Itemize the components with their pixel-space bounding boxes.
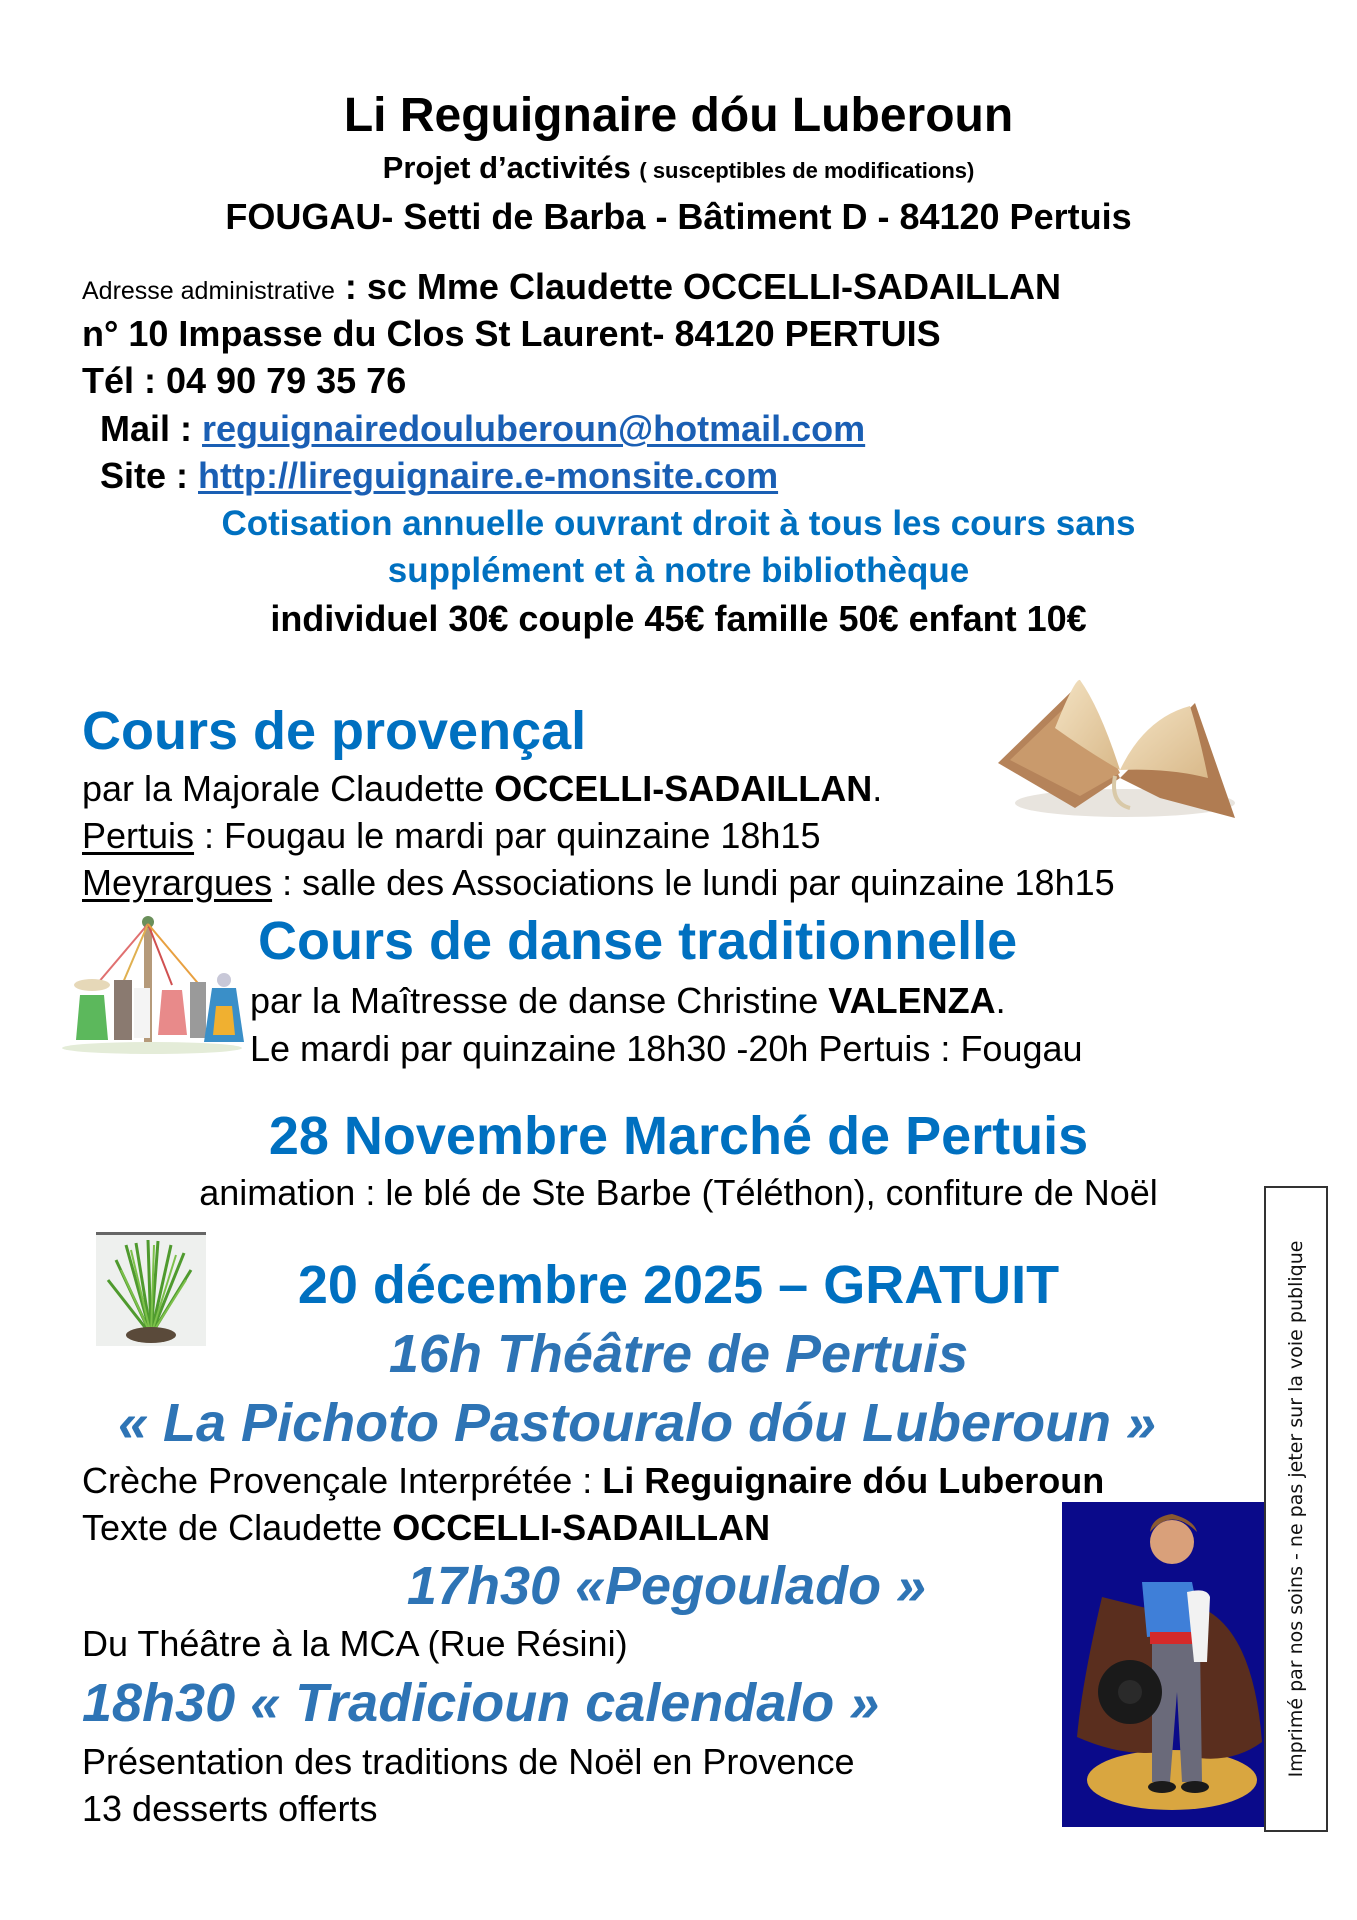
page-subtitle — [0, 150, 1357, 186]
creche-line — [82, 1460, 1104, 1502]
december-heading: 20 décembre 2025 – GRATUIT — [297, 1255, 1060, 1315]
pegoulado-route: Du Théâtre à la MCA (Rue Résini) — [82, 1623, 628, 1664]
play-title: « La Pichoto Pastouralo dóu Luberoun » — [118, 1393, 1157, 1453]
address-contact: : sc Mme Claudette OCCELLI-SADAILLAN — [334, 266, 1061, 307]
membership-prices: individuel 30€ couple 45€ famille 50€ enfant 10€ — [270, 598, 1087, 639]
provencal-location-meyrargues — [82, 862, 1115, 904]
dance-heading: Cours de danse traditionnelle — [258, 911, 1018, 971]
provencal-heading: Cours de provençal — [82, 701, 587, 761]
location-detail: : salle des Associations le lundi par quinzaine 18h15 — [272, 862, 1115, 903]
address-label: Adresse administrative — [82, 277, 335, 305]
author-name: OCCELLI-SADAILLAN — [392, 1507, 771, 1548]
open-book-image — [980, 668, 1250, 828]
subtitle-note: ( susceptibles de modifications) — [639, 158, 975, 183]
admin-address-line1 — [82, 266, 1061, 308]
dance-schedule: Le mardi par quinzaine 18h30 -20h Pertuis : Fougau — [250, 1028, 1083, 1069]
location-name: Meyrargues — [82, 862, 273, 903]
dance-teacher — [250, 980, 1006, 1022]
venue-line: FOUGAU- Setti de Barba - Bâtiment D - 84120 Pertuis — [225, 196, 1132, 237]
location-name: Pertuis — [82, 815, 195, 856]
page-title: Li Reguignaire dóu Luberoun — [343, 89, 1014, 142]
teacher-prefix: par la Maîtresse de danse Christine — [250, 980, 829, 1021]
phone-line: Tél : 04 90 79 35 76 — [82, 360, 407, 401]
mail-line — [100, 408, 865, 450]
theatre-time-heading: 16h Théâtre de Pertuis — [388, 1324, 969, 1384]
teacher-prefix: par la Majorale Claudette — [82, 768, 495, 809]
market-detail: animation : le blé de Ste Barbe (Téléthon), confiture de Noël — [199, 1172, 1158, 1213]
location-detail: : Fougau le mardi par quinzaine 18h15 — [194, 815, 821, 856]
creche-prefix: Crèche Provençale Interprétée : — [82, 1460, 603, 1501]
mail-link[interactable]: reguignairedouluberoun@hotmail.com — [202, 408, 866, 449]
admin-address-line2: n° 10 Impasse du Clos St Laurent- 84120 PERTUIS — [82, 313, 941, 354]
tradicioun-description: Présentation des traditions de Noël en Provence — [82, 1741, 855, 1782]
provencal-location-pertuis — [82, 815, 820, 857]
print-notice-box — [1264, 1186, 1328, 1832]
author-line — [82, 1507, 770, 1549]
subtitle-text: Projet d’activités — [382, 150, 631, 185]
teacher-name: VALENZA — [828, 980, 996, 1021]
teacher-name: OCCELLI-SADAILLAN — [494, 768, 873, 809]
teacher-suffix: . — [995, 980, 1006, 1021]
mail-label: Mail : — [100, 408, 203, 449]
site-link[interactable]: http://lireguignaire.e-monsite.com — [198, 455, 779, 496]
shepherd-image — [1062, 1502, 1267, 1827]
teacher-suffix: . — [872, 768, 883, 809]
desserts-line: 13 desserts offerts — [82, 1788, 378, 1829]
creche-troupe: Li Reguignaire dóu Luberoun — [602, 1460, 1105, 1501]
site-line — [100, 455, 778, 497]
market-heading: 28 Novembre Marché de Pertuis — [268, 1106, 1089, 1166]
pegoulado-text: 17h30 «Pegoulado » — [406, 1556, 927, 1616]
maypole-dance-image — [52, 910, 252, 1060]
membership-text-line2: supplément et à notre bibliothèque — [387, 551, 970, 590]
tradicioun-heading: 18h30 « Tradicioun calendalo » — [82, 1673, 880, 1733]
membership-text-line1: Cotisation annuelle ouvrant droit à tous les cours sans — [221, 504, 1136, 543]
print-notice-text: Imprimé par nos soins - ne pas jeter sur la voie publique — [1285, 1240, 1307, 1778]
author-prefix: Texte de Claudette — [82, 1507, 393, 1548]
site-label: Site : — [100, 455, 199, 496]
provencal-teacher — [82, 768, 882, 810]
